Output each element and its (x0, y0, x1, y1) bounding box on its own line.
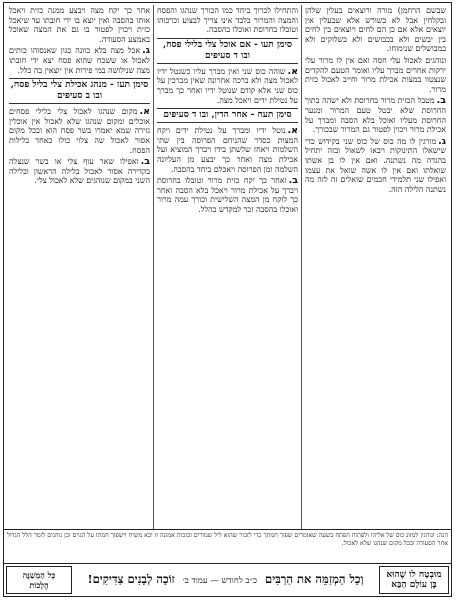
page-footer (4, 529, 451, 596)
paragraph: ב.מטבל הכזית מרור בחרוסת ולא ישהה בתוך החרוסת שלא יבטל טעם המרור ומנער החרוסת מעליו ואוכל בלא הסבה ומברך על אכילת מרור ויכוין לפטור גם המרור שבכורך. (305, 95, 446, 135)
paragraph: ב.ואחר כך יקח כזית מרור וטובלו בחרוסת ויברך על אכילת מרור ויאכל בלא הסבה ואחר כך לוקח מן המצה השלישית וכורך עמה מרור ואוכלו בהסבה זכר למקדש כהלל. (157, 175, 298, 214)
column-right (302, 5, 449, 530)
page-reference: כ״ב לחודש — עמוד ב׳ (182, 575, 258, 586)
paragraph: והתחילו לכרוך ביחד כמו הכורך שנהגו והפסח והמצה והמרור בלבד אינו צריך לבצוע וכרכוהו וטובלו בחרוסת ואוכלו בהסבה. (157, 6, 298, 35)
column-left (6, 5, 154, 530)
footnote-text: הגה: ונוהגין למזוג כוס של אליהו ולפתוח הפתח בשעה שאומרים שפוך חמתך כדי לזכור שהוא ליל שמורים ובזכות אמונה זו יבא משיח וישפוך חמתו על הגוים וכן נוהגים לומר הלל הגדול אחר הסעודה ובכל מקום שנהגו שלא לאכול. (7, 532, 448, 547)
footer-center-slogan: וְכָל הַמְזַמֵּה את הַרַבִּים כ״ב לחודש — עמוד ב׳ זוֹכָה לְבָנִים צַדִּיקִים! (87, 571, 364, 586)
seif-marker: א. (139, 106, 150, 118)
section-heading: סימן תעו - אם אוכל צלי בלילי פסח, ובו ד סעיפים (157, 38, 298, 64)
paragraph: אחר כך יקח מצה ויבצע ממנה כזית ויאכל אותו בהסבה ואין יוצא בו ידי חובתו עד שיאכל כזית ויכוין לפטור בו גם את המצה שאוכל באמצע הסעודה. (9, 6, 150, 44)
paragraph: ונוהגים לאכול עלי חסה ואם אין לו מרור עלי ירקות אחרים מברך עליו ואומר הטעם להקדים שנצטוו במצות אכילת מרור וחייב לאכול כזית מרור. (305, 55, 446, 94)
seif-marker: ג. (438, 135, 446, 147)
column-middle (154, 5, 302, 530)
footer-bar (4, 563, 451, 596)
footer-box-right: כָּל הַמְשַׁנֶּה הֲלָכוֹת (6, 566, 72, 594)
section-heading: סימן תעח - אחר הדין, ובו ד סעיפים (157, 108, 298, 123)
section-heading: סימן תעז - מנהג אכילת צלי בליל פסח, ובו ב סעיפים (9, 78, 150, 104)
seif-marker: ב. (140, 156, 150, 168)
paragraph: ג.אכל מצה בלא כוונה כגון שאנסוהו כותים לאכול או ששכח שהוא פסח יצא ידי חובתו מצה שנילושה במי פירות אין יוצאין בה כלל. (9, 45, 150, 75)
paragraph: שבשם הרחמן) מורה ורוצאים בעלין שלהן ובקלחין אבל לא בשורש אלא שבעלין אין יוצאים אלא אם כן הם לחים ויוצאים בין לחים בין יבשים ולא בכבושים ולא בשלוקים ולא במבושלים שנימוחו. (305, 6, 446, 54)
text-columns (6, 5, 449, 530)
footer-box-left: מוּבְטָח לוֹ שֶׁהוּא בֶּן עוֹלָם הַבָּא (379, 566, 449, 594)
seif-marker: ג. (142, 45, 150, 57)
seif-marker: א. (287, 65, 298, 77)
seif-marker: ב. (436, 95, 446, 107)
paragraph: ג.מורגין לו מה כוס של כוס שני בקידוש כדי שישאלו התינוקות ויבאו לשאול ובזה יתחיל בהגדה מה נשתנה. ואם אין לו בן אשתו שואלתו ואם אין לו אשה שואל את עצמו ואפילו שני תלמידי חכמים שואלים זה לזה מה נשתנה הלילה הזה. (305, 135, 446, 194)
document-page (3, 2, 452, 597)
paragraph: א.שוהה כוס שני ואין מברך עליו כשנטל ידיו לאכול מצה ולא ברכה אחרונה שאין מברכין על כוס שני אלא קודם שנוטל ידיו ואחר כך מברך על נטילת ידים ויאכל מצה. (157, 65, 298, 105)
seif-marker: א. (287, 125, 298, 137)
seif-marker: ב. (288, 175, 298, 187)
paragraph: א.מקום שנהגו לאכול צלי בלילי פסחים אוכלים ומקום שנהגו שלא לאכול אין אוכלין גזירה שמא יאמרו בשר פסח הוא ובכל מקום אסור לאכול שה צלוי כולו כאחד בלילות הפסח. (9, 106, 150, 155)
paragraph: ב.ואפילו שאר עוף צלי או בשר שנצלה בקדירה אסור לאכול בלילה הראשון ובלילה השני במקום שנוהגים שלא לאכול צלי. (9, 156, 150, 186)
paragraph: א.נוטל ידיו ומברך על נטילת ידים ויקח המצות כסדר שהניחם הפרוסה בין שתי השלמות ויאחז שלשתן בידו ויברך המוציא ועל אכילת מצה ואחר כך יבצע מן העליונה השלמה ומן הפרוסה ויאכלם ביחד בהסבה. (157, 125, 298, 174)
